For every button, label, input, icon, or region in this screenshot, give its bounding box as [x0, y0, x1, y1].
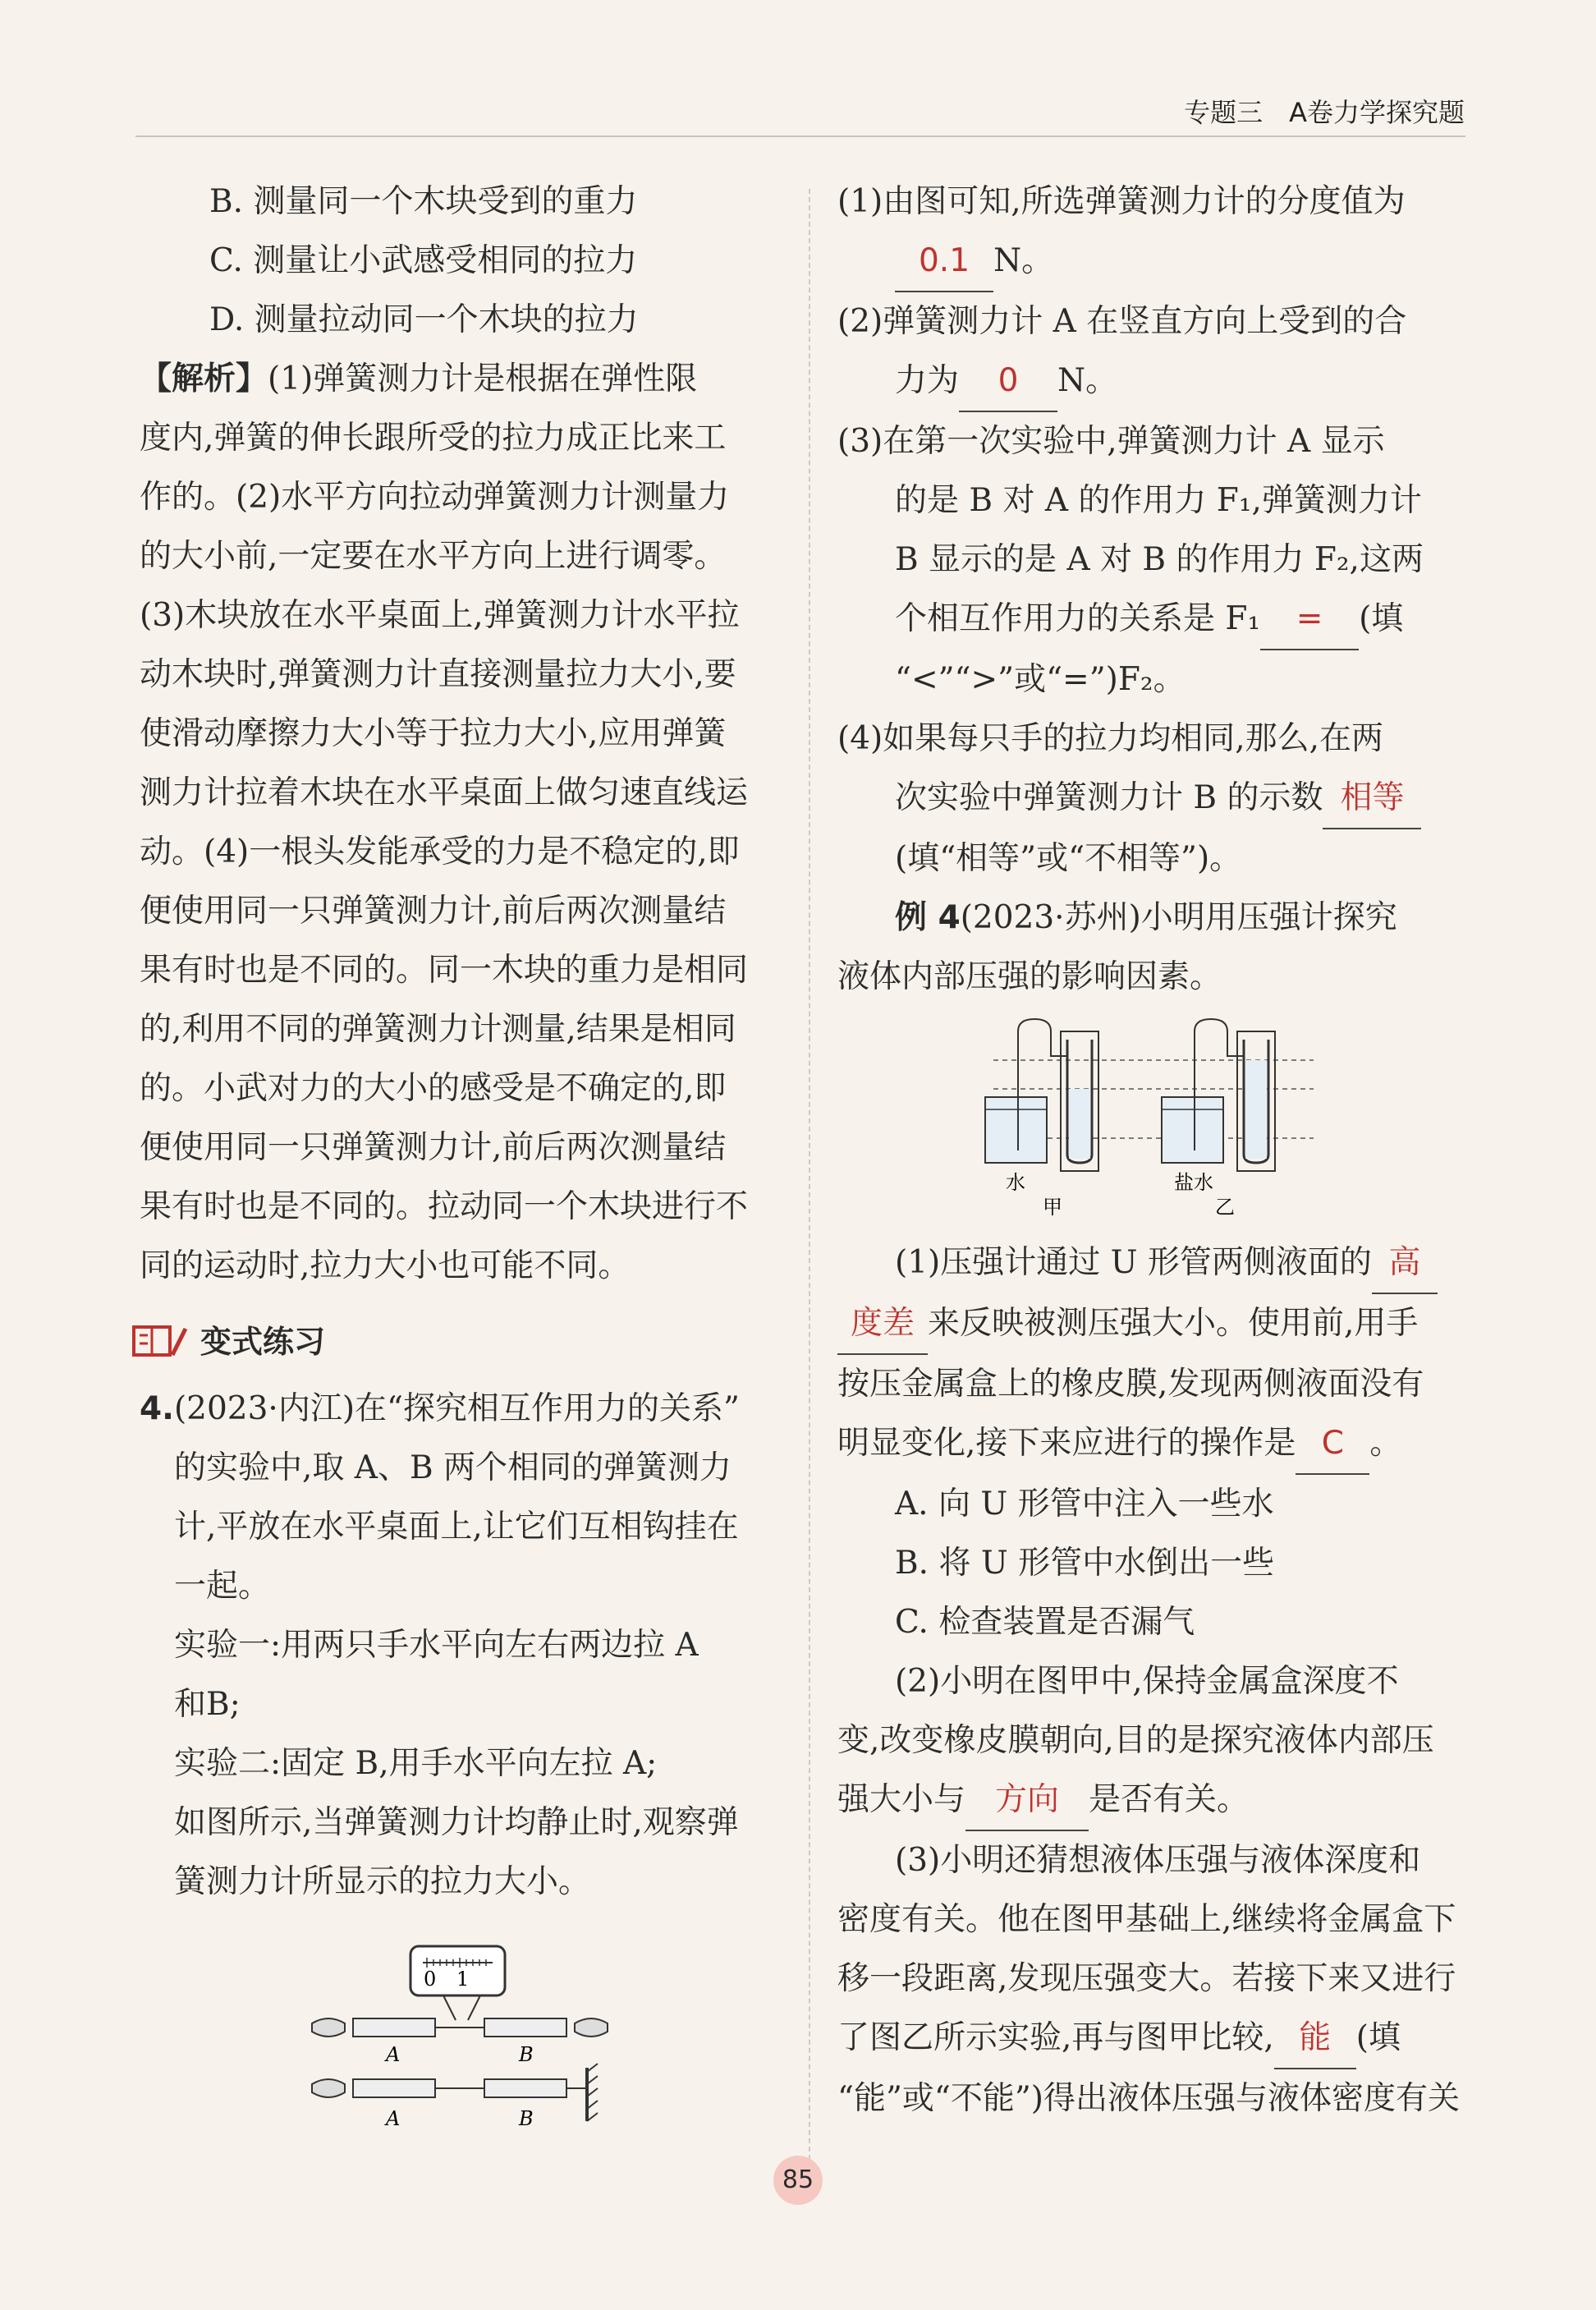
spring-scale-diagram: [304, 1945, 632, 2133]
pressure-gauge-figure: [969, 1015, 1330, 1220]
sub-q4-line: (填“相等”或“不相等”)。: [895, 840, 1242, 877]
example-4-line: 例 4(2023·苏州)小明用压强计探究: [895, 899, 1397, 936]
sub-q3-answer-line: 个相互作用力的关系是 F₁ = (填: [837, 590, 1470, 650]
answer-blank: 0: [959, 351, 1057, 412]
question-line: 簧测力计所显示的拉力大小。: [174, 1863, 591, 1900]
analysis-line-1: 【解析】(1)弹簧测力计是根据在弹性限: [140, 361, 698, 397]
sub-q3-line: “<”“>”或“=”)F₂。: [895, 661, 1186, 698]
sub-q3-line: 的是 B 对 A 的作用力 F₁,弹簧测力计: [895, 482, 1422, 519]
pressure-gauge-diagram: [969, 1015, 1330, 1220]
part3-line: “能”或“不能”)得出液体压强与液体密度有关: [837, 2080, 1460, 2117]
label-yi: 乙: [1215, 1196, 1235, 1219]
part2-line: 强大小与 方向 是否有关。: [837, 1770, 1470, 1831]
part1-line: (1)压强计通过 U 形管两侧液面的 高: [837, 1233, 1470, 1294]
analysis-line: 作的。(2)水平方向拉动弹簧测力计测量力: [140, 479, 730, 516]
option-line: A. 向 U 形管中注入一些水: [895, 1486, 1274, 1522]
analysis-line: 使滑动摩擦力大小等于拉力大小,应用弹簧: [140, 715, 727, 752]
analysis-line: 便使用同一只弹簧测力计,前后两次测量结: [140, 893, 727, 930]
question-line: 实验二:固定 B,用手水平向左拉 A;: [174, 1745, 658, 1782]
part1-line: 按压金属盒上的橡皮膜,发现两侧液面没有: [837, 1366, 1424, 1403]
answer-blank: 0.1: [895, 232, 993, 292]
analysis-line: (3)木块放在水平桌面上,弹簧测力计水平拉: [140, 597, 740, 634]
option-line: B. 将 U 形管中水倒出一些: [895, 1545, 1275, 1582]
sub-q4-answer-line: 次实验中弹簧测力计 B 的示数 相等: [837, 769, 1470, 829]
part3-line: 移一段距离,发现压强变大。若接下来又进行: [837, 1960, 1456, 1997]
left-column: [140, 172, 788, 2133]
sub-q2-answer-line: 力为 0 N。: [837, 351, 1470, 412]
analysis-line: 测力计拉着木块在水平桌面上做匀速直线运: [140, 774, 749, 811]
analysis-line: 动。(4)一根头发能承受的力是不稳定的,即: [140, 834, 740, 870]
analysis-line: 动木块时,弹簧测力计直接测量拉力大小,要: [140, 656, 736, 693]
scale-one: 1: [456, 1968, 470, 1991]
analysis-line: 同的运动时,拉力大小也可能不同。: [140, 1247, 631, 1284]
analysis-line: 的。小武对力的大小的感受是不确定的,即: [140, 1070, 727, 1107]
question-line: 和B;: [174, 1686, 241, 1723]
sub-q4-line: (4)如果每只手的拉力均相同,那么,在两: [837, 720, 1384, 757]
option-c: C. 测量让小武感受相同的拉力: [209, 242, 638, 279]
part1-line: 度差 来反映被测压强大小。使用前,用手: [837, 1294, 1470, 1355]
answer-blank: 方向: [965, 1770, 1089, 1831]
analysis-tag: 【解析】: [140, 361, 268, 397]
sub-q3-line: (3)在第一次实验中,弹簧测力计 A 显示: [837, 423, 1385, 460]
question-line: 一起。: [174, 1568, 271, 1605]
question-number: 4.: [140, 1390, 174, 1427]
example-tag: 例 4: [895, 899, 961, 936]
question-line: 如图所示,当弹簧测力计均静止时,观察弹: [174, 1804, 739, 1841]
part2-line: (2)小明在图甲中,保持金属盒深度不: [895, 1663, 1399, 1700]
answer-blank: C: [1296, 1414, 1369, 1475]
sub-q1-answer-line: 0.1 N。: [837, 232, 1470, 292]
option-b: B. 测量同一个木块受到的重力: [209, 183, 638, 220]
label-water: 水: [1006, 1171, 1025, 1194]
part3-line: (3)小明还猜想液体压强与液体深度和: [895, 1842, 1421, 1879]
sub-q2-line: (2)弹簧测力计 A 在竖直方向上受到的合: [837, 303, 1407, 340]
part1-line: 明显变化,接下来应进行的操作是 C 。: [837, 1414, 1470, 1475]
question-line: 的实验中,取 A、B 两个相同的弹簧测力: [174, 1449, 732, 1486]
question-4-line: 4.(2023·内江)在“探究相互作用力的关系”: [140, 1390, 740, 1427]
answer-blank: 高: [1372, 1233, 1438, 1294]
part3-line: 了图乙所示实验,再与图甲比较, 能 (填: [837, 2009, 1470, 2069]
label-salt-water: 盐水: [1174, 1171, 1213, 1194]
label-b-2: B: [519, 2107, 534, 2130]
sub-q1-line: (1)由图可知,所选弹簧测力计的分度值为: [837, 183, 1406, 220]
right-column: [837, 172, 1470, 2129]
header-rule: [135, 135, 1465, 137]
page-header: 专题三 A卷力学探究题: [1184, 97, 1465, 128]
section-title: 变式练习: [200, 1324, 326, 1360]
label-jia: 甲: [1043, 1196, 1062, 1219]
answer-blank: 能: [1274, 2009, 1356, 2069]
question-line: 计,平放在水平桌面上,让它们互相钩挂在: [174, 1509, 739, 1545]
scale-zero: 0: [424, 1968, 437, 1991]
analysis-line: 的大小前,一定要在水平方向上进行调零。: [140, 538, 727, 575]
analysis-line: 便使用同一只弹簧测力计,前后两次测量结: [140, 1129, 727, 1166]
label-b: B: [519, 2043, 534, 2066]
sub-q3-line: B 显示的是 A 对 B 的作用力 F₂,这两: [895, 541, 1424, 578]
analysis-line: 果有时也是不同的。拉动同一个木块进行不: [140, 1188, 749, 1225]
answer-blank: 度差: [837, 1294, 928, 1355]
option-d: D. 测量拉动同一个木块的拉力: [209, 301, 639, 338]
answer-blank: 相等: [1323, 769, 1421, 829]
column-divider: [809, 189, 810, 2176]
label-a: A: [386, 2043, 401, 2066]
spring-scale-figure: [304, 1945, 632, 2133]
analysis-line: 果有时也是不同的。同一木块的重力是相同: [140, 952, 749, 989]
practice-book-icon: [131, 1324, 189, 1360]
label-a-2: A: [386, 2107, 401, 2130]
part2-line: 变,改变橡皮膜朝向,目的是探究液体内部压: [837, 1722, 1434, 1759]
option-line: C. 检查装置是否漏气: [895, 1604, 1195, 1641]
page-number: 85: [773, 2156, 823, 2205]
analysis-line: 度内,弹簧的伸长跟所受的拉力成正比来工: [140, 420, 727, 457]
example-line: 液体内部压强的影响因素。: [837, 958, 1222, 995]
question-line: 实验一:用两只手水平向左右两边拉 A: [174, 1627, 699, 1664]
section-heading: [131, 1312, 788, 1371]
answer-blank: =: [1260, 590, 1359, 650]
analysis-line: 的,利用不同的弹簧测力计测量,结果是相同: [140, 1011, 736, 1048]
part3-line: 密度有关。他在图甲基础上,继续将金属盒下: [837, 1901, 1456, 1938]
